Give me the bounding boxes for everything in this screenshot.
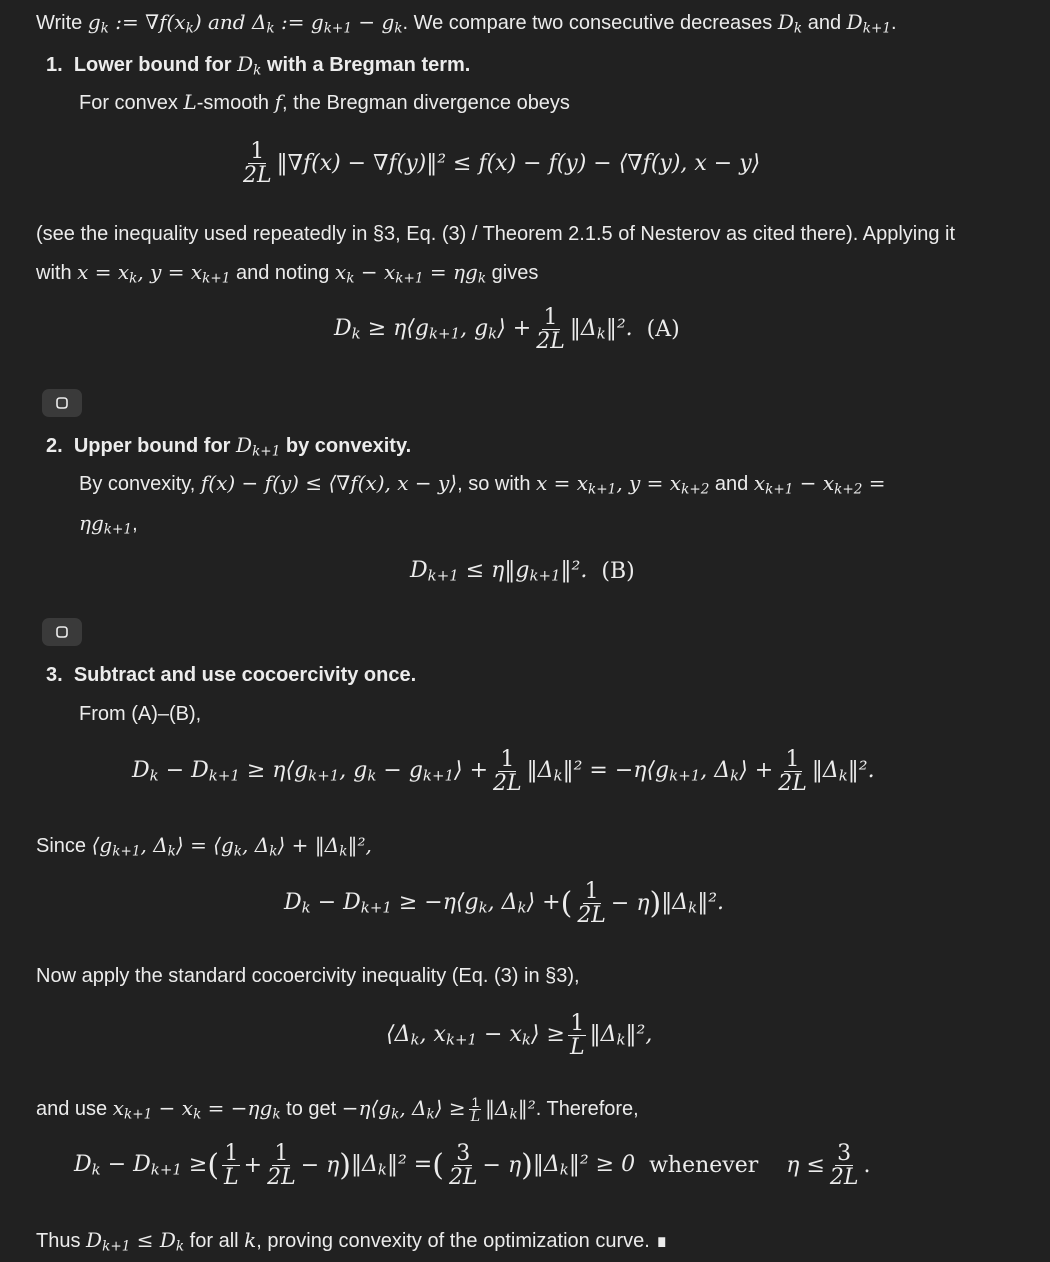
step2-heading: 2. Upper bound for $D_{k+1}$ by convexity.	[46, 433, 412, 460]
equation-final: $D_k - D_{k+1}$ ≥ ( $\frac{1}{L}$ + $\frac{1}{2L}$ − η ) $‖\Delta_k‖^2$ = ( $\frac{3}{2L}$ − η ) $‖\Delta_k‖^2 \ge 0$ whenever η ≤ $\frac{3}{2L}$ .	[74, 1141, 871, 1191]
step3-text: From (A)–(B),	[79, 703, 202, 725]
step3-heading: 3. Subtract and use cocoercivity once.	[46, 664, 417, 686]
copy-icon	[54, 624, 70, 640]
step1-text: For convex L-smooth f, the Bregman divergence obeys	[79, 90, 570, 114]
since-line: Since $⟨g_{k+1}$, $\Delta_k⟩$ = $⟨g_k$, $\Delta_k⟩$ + $‖\Delta_k‖^2$,	[36, 833, 372, 860]
step1-note1: (see the inequality used repeatedly in §3, Eq. (3) / Theorem 2.1.5 of Nesterov as cited there). Applying it	[36, 223, 956, 245]
copy-button-2[interactable]	[42, 618, 82, 646]
bregman-equation: $\frac{1}{2L}$ ‖∇f(x) − ∇f(y)‖² ≤ f(x) − f(y) − ⟨∇f(y), x − y⟩	[243, 139, 761, 189]
now-line: Now apply the standard cocoercivity inequality (Eq. (3) in §3),	[36, 965, 580, 987]
step2-text-2: $\eta g_{k+1}$,	[79, 511, 138, 538]
thus-line: Thus $D_{k+1} \le D_k$ for all k, proving convexity of the optimization curve. ∎	[36, 1228, 669, 1255]
step1-note2: with $x = x_k$, $y = x_{k+1}$ and noting $x_k - x_{k+1} = \eta g_k$ gives	[36, 260, 539, 287]
step2-text: By convexity, f(x) − f(y) ≤ ⟨∇f(x), x − y⟩, so with $x = x_{k+1}$, $y = x_{k+2}$ and $x_{k+1} - x_{k+2}$ =	[79, 471, 886, 498]
copy-icon	[54, 395, 70, 411]
intro-line: Write $g_k$ := $\nabla f(x_k)$ and $\Delta_k$ := $g_{k+1} - g_k$. We compare two consecutive decreases $D_k$ and $D_{k+1}$.	[36, 10, 897, 37]
copy-button-1[interactable]	[42, 389, 82, 417]
step1-heading: 1. Lower bound for $D_k$ with a Bregman term.	[46, 52, 471, 79]
equation-cocoercivity: $⟨\Delta_k$, $x_{k+1}$ − $x_k⟩$ ≥ $\frac{1}{L}$ $‖\Delta_k‖^2$,	[386, 1011, 653, 1061]
equation-subtract: $D_k - D_{k+1}$ ≥ $\eta⟨g_{k+1}$, $g_k$ − $g_{k+1}⟩$ + $\frac{1}{2L}$ $‖\Delta_k‖^2$ = $-\eta⟨g_{k+1}$, $\Delta_k⟩$ + $\frac{1}{2L}$ $‖\Delta_k‖^2$.	[132, 747, 875, 797]
equation-b: $D_{k+1}$ ≤ $\eta‖g_{k+1}‖^2$. (B)	[410, 558, 635, 585]
equation-since: $D_k - D_{k+1}$ ≥ $-\eta⟨g_k$, $\Delta_k⟩$ + ( $\frac{1}{2L}$ − η ) $‖\Delta_k‖^2$.	[284, 879, 725, 929]
and-use-line: and use $x_{k+1} - x_k = -\eta g_k$ to get $-\eta⟨g_k$, $\Delta_k⟩$ ≥ $\frac{1}{L}$ $‖\Delta_k‖^2$. Therefore,	[36, 1093, 639, 1126]
equation-a: $D_k$ ≥ $\eta⟨g_{k+1}$, $g_k⟩$ + $\frac{1}{2L}$ $‖\Delta_k‖^2$. (A)	[334, 305, 680, 355]
